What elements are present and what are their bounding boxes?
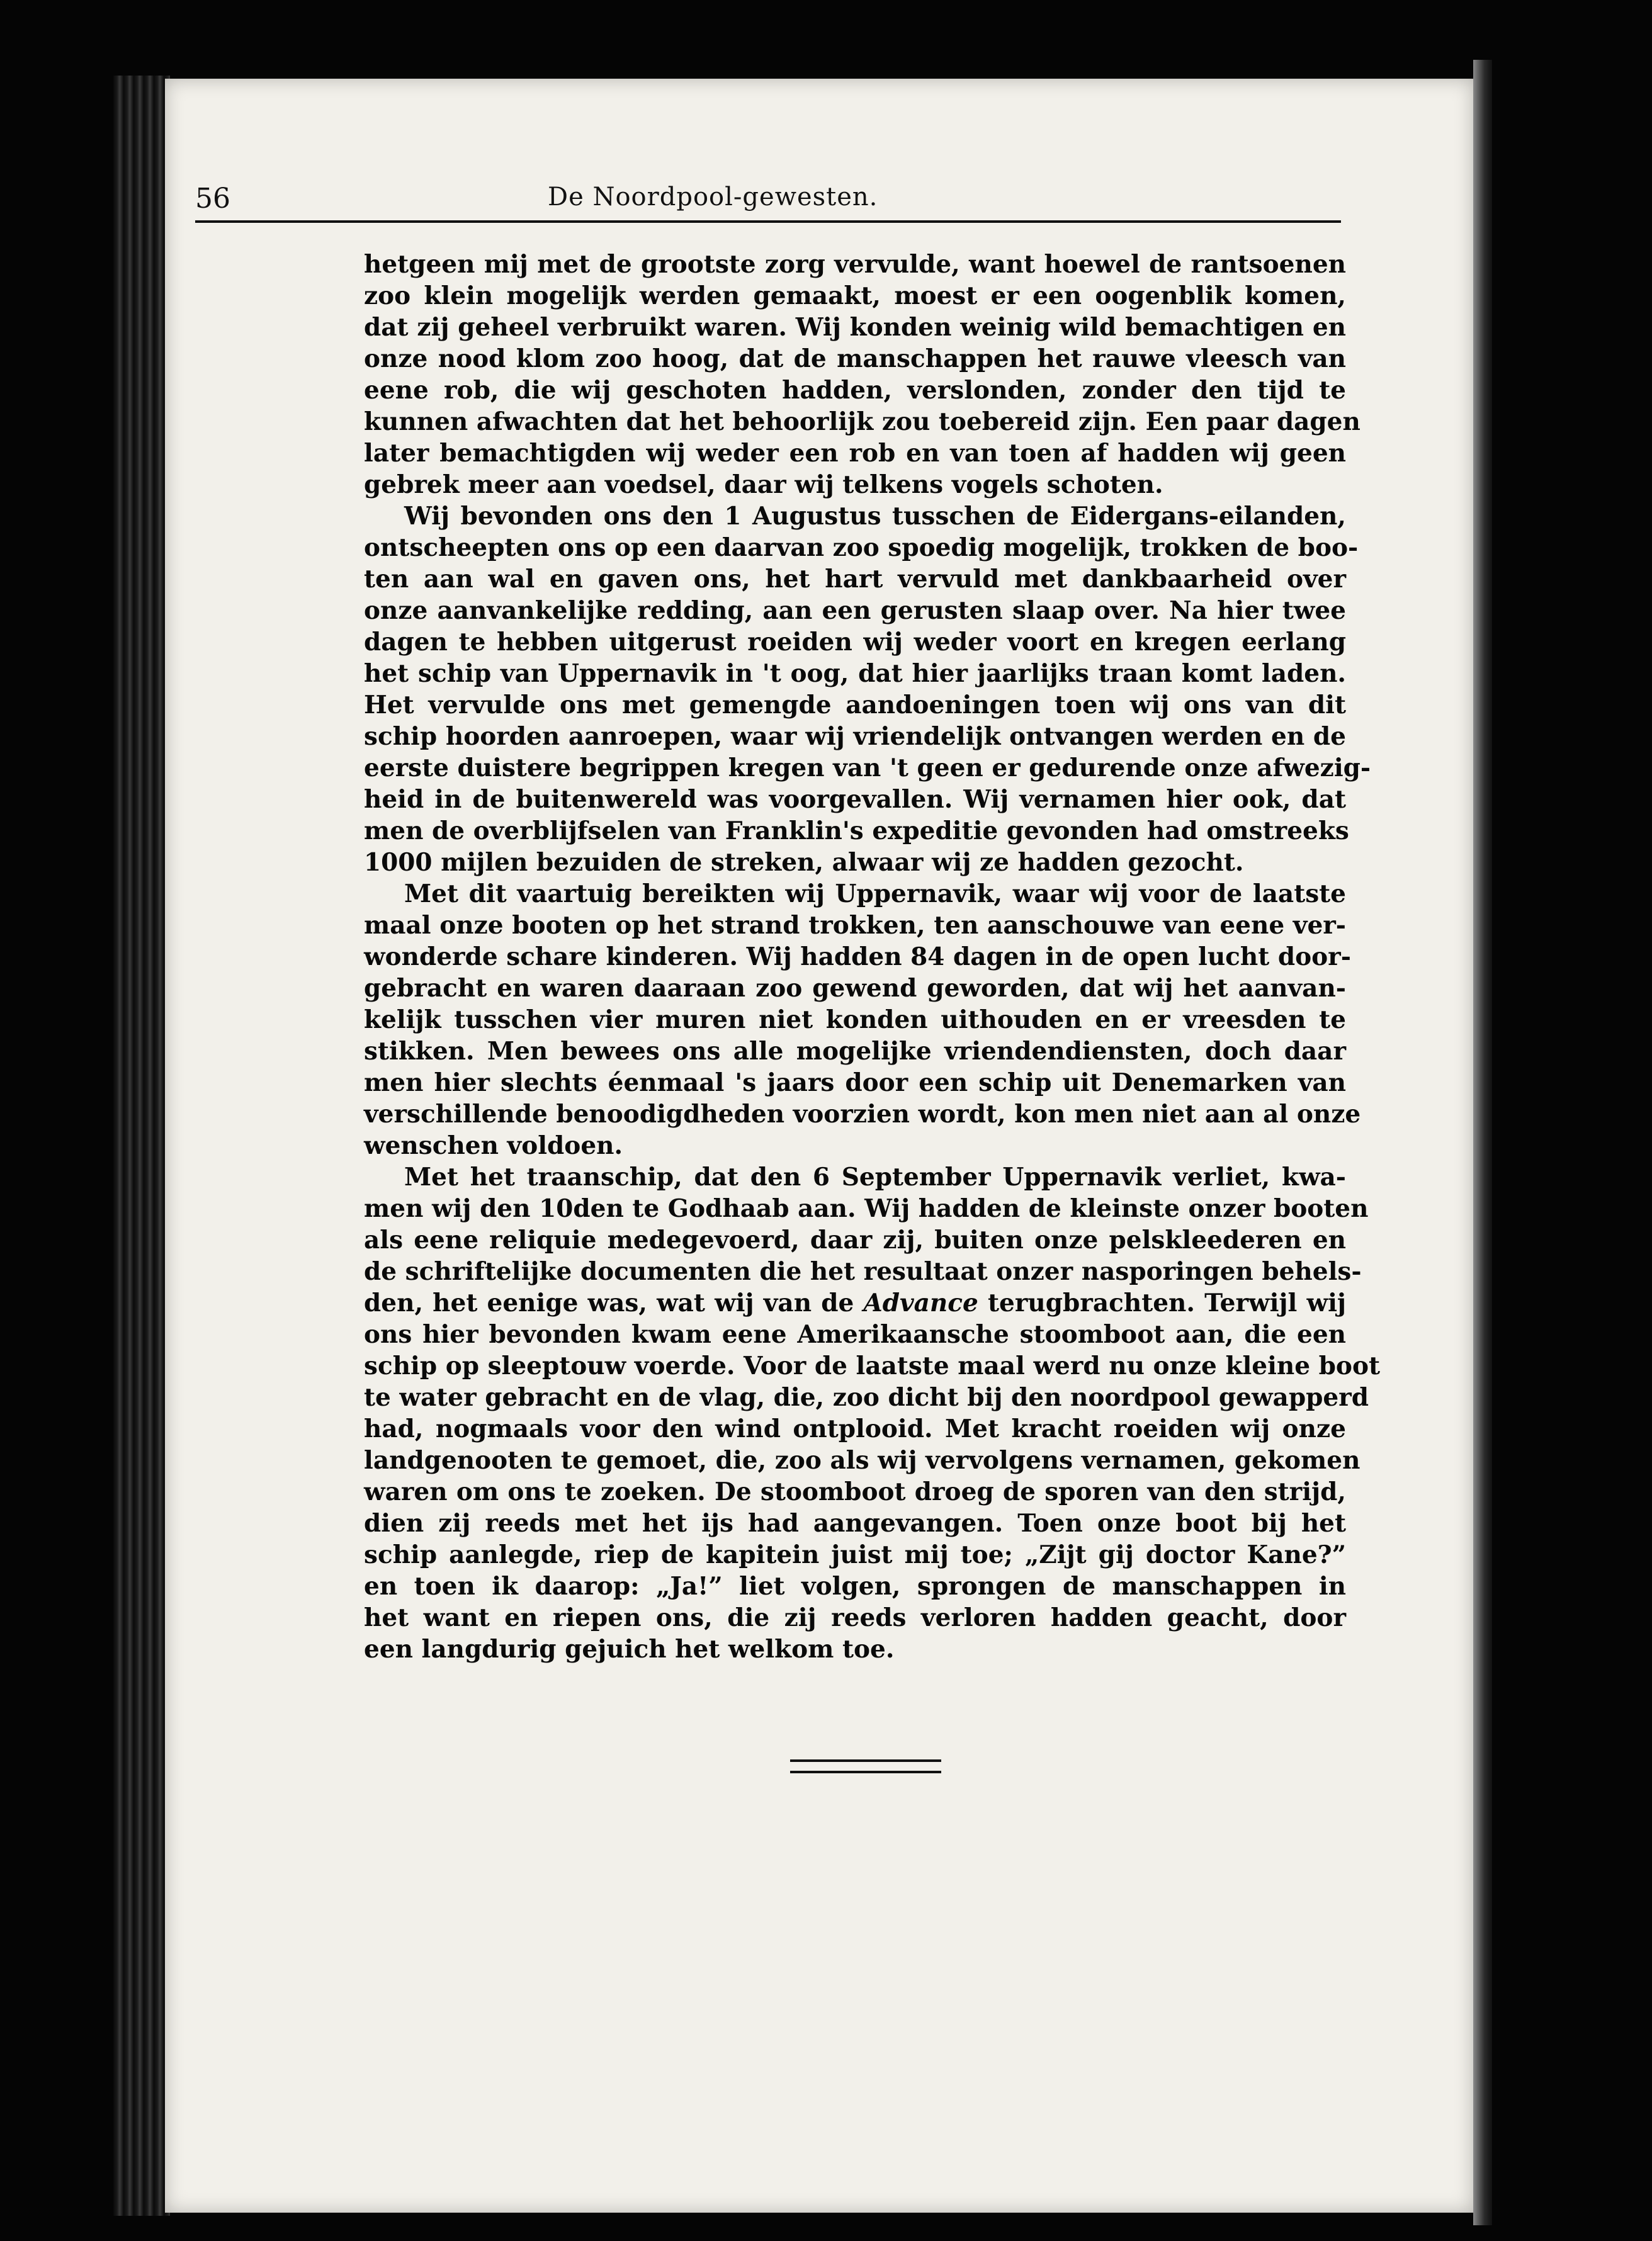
text-line: men hier slechts éenmaal 's jaars door een schip uit Denemarken van <box>364 1068 1346 1097</box>
text-line: onze nood klom zoo hoog, dat de manschappen het rauwe vleesch van <box>364 344 1346 373</box>
text-line: Het vervulde ons met gemengde aandoeningen toen wij ons van dit <box>364 691 1346 720</box>
page-header <box>195 183 1341 223</box>
text-line: landgenooten te gemoet, die, zoo als wij vervolgens vernamen, gekomen <box>364 1446 1361 1475</box>
text-line: men de overblijfselen van Franklin's expeditie gevonden had omstreeks <box>364 816 1349 845</box>
text-line: schip op sleeptouw voerde. Voor de laatste maal werd nu onze kleine boot <box>364 1352 1380 1380</box>
text-line: verschillende benoodigdheden voorzien wordt, kon men niet aan al onze <box>364 1100 1361 1129</box>
text-line: als eene reliquie medegevoerd, daar zij, buiten onze pelskleederen en <box>364 1226 1346 1255</box>
text-line: maal onze booten op het strand trokken, ten aanschouwe van eene ver- <box>364 911 1346 940</box>
text-line: waren om ons te zoeken. De stoomboot droeg de sporen van den strijd, <box>364 1477 1346 1506</box>
text-line: stikken. Men bewees ons alle mogelijke vriendendiensten, doch daar <box>364 1037 1346 1066</box>
text-line: gebrek meer aan voedsel, daar wij telkens vogels schoten. <box>364 470 1163 499</box>
text-line: het schip van Uppernavik in 't oog, dat hier jaarlijks traan komt laden. <box>364 659 1346 688</box>
text-line: eerste duistere begrippen kregen van 't geen er gedurende onze afwezig- <box>364 754 1371 782</box>
text-line: schip hoorden aanroepen, waar wij vriendelijk ontvangen werden en de <box>364 722 1346 751</box>
paragraph <box>364 249 1361 500</box>
text-line: gebracht en waren daaraan zoo gewend geworden, dat wij het aanvan- <box>364 974 1346 1003</box>
text-line: te water gebracht en de vlag, die, zoo dicht bij den noordpool gewapperd <box>364 1383 1369 1412</box>
text-line: dien zij reeds met het ijs had aangevangen. Toen onze boot bij het <box>364 1509 1346 1538</box>
text-line: had, nogmaals voor den wind ontplooid. Met kracht roeiden wij onze <box>364 1414 1346 1443</box>
paragraph <box>364 500 1371 878</box>
text-line: wenschen voldoen. <box>364 1131 623 1160</box>
text-line: zoo klein mogelijk werden gemaakt, moest er een oogenblik komen, <box>364 281 1346 310</box>
text-line: ons hier bevonden kwam eene Amerikaansche stoomboot aan, die een <box>364 1320 1346 1349</box>
text-line: Wij bevonden ons den 1 Augustus tusschen de Eidergans-eilanden, <box>404 502 1346 531</box>
text-line: kunnen afwachten dat het behoorlijk zou toebereid zijn. Een paar dagen <box>364 407 1361 436</box>
text-line: de schriftelijke documenten die het resultaat onzer nasporingen behels- <box>364 1257 1362 1286</box>
text-line: ten aan wal en gaven ons, het hart vervuld met dankbaarheid over <box>364 565 1346 594</box>
running-title: De Noordpool-gewesten. <box>548 183 878 212</box>
text-line: men wij den 10den te Godhaab aan. Wij hadden de kleinste onzer booten <box>364 1194 1369 1223</box>
text-line: eene rob, die wij geschoten hadden, verslonden, zonder den tijd te <box>364 376 1346 405</box>
paragraph-container <box>364 249 1380 1665</box>
text-line: een langdurig gejuich het welkom toe. <box>364 1635 895 1664</box>
text-line: hetgeen mij met de grootste zorg vervulde, want hoewel de rantsoenen <box>364 250 1346 279</box>
text-line: en toen ik daarop: „Ja!” liet volgen, sprongen de manschappen in <box>364 1572 1346 1601</box>
page-number: 56 <box>195 183 230 215</box>
text-line: onze aanvankelijke redding, aan een gerusten slaap over. Na hier twee <box>364 596 1346 625</box>
end-of-chapter-rule <box>790 1759 941 1773</box>
text-line: schip aanlegde, riep de kapitein juist mij toe; „Zijt gij doctor Kane?” <box>364 1540 1346 1569</box>
page-edge-shadow <box>1473 60 1492 2225</box>
body-text <box>364 249 1380 1665</box>
text-line: heid in de buitenwereld was voorgevallen. Wij vernamen hier ook, dat <box>364 785 1346 814</box>
text-line: wonderde schare kinderen. Wij hadden 84 dagen in de open lucht door- <box>364 942 1351 971</box>
text-line: 1000 mijlen bezuiden de streken, alwaar wij ze hadden gezocht. <box>364 848 1244 877</box>
text-line: het want en riepen ons, die zij reeds verloren hadden geacht, door <box>364 1603 1346 1632</box>
text-line: later bemachtigden wij weder een rob en van toen af hadden wij geen <box>364 439 1346 468</box>
book-binding-edge <box>113 76 170 2216</box>
ship-name-italic: Advance <box>863 1289 978 1318</box>
text-line: ontscheepten ons op een daarvan zoo spoedig mogelijk, trokken de boo- <box>364 533 1359 562</box>
text-line: dat zij geheel verbruikt waren. Wij konden weinig wild bemachtigen en <box>364 313 1346 342</box>
text-line: Met het traanschip, dat den 6 September Uppernavik verliet, kwa- <box>404 1163 1346 1192</box>
paragraph <box>364 1161 1380 1665</box>
text-line: dagen te hebben uitgerust roeiden wij weder voort en kregen eerlang <box>364 628 1346 657</box>
text-line: Met dit vaartuig bereikten wij Uppernavik, waar wij voor de laatste <box>404 879 1346 908</box>
text-line: kelijk tusschen vier muren niet konden uithouden en er vreesden te <box>364 1005 1346 1034</box>
paragraph <box>364 878 1361 1161</box>
text-line: den, het eenige was, wat wij van de Advance terugbrachten. Terwijl wij <box>364 1289 1346 1318</box>
